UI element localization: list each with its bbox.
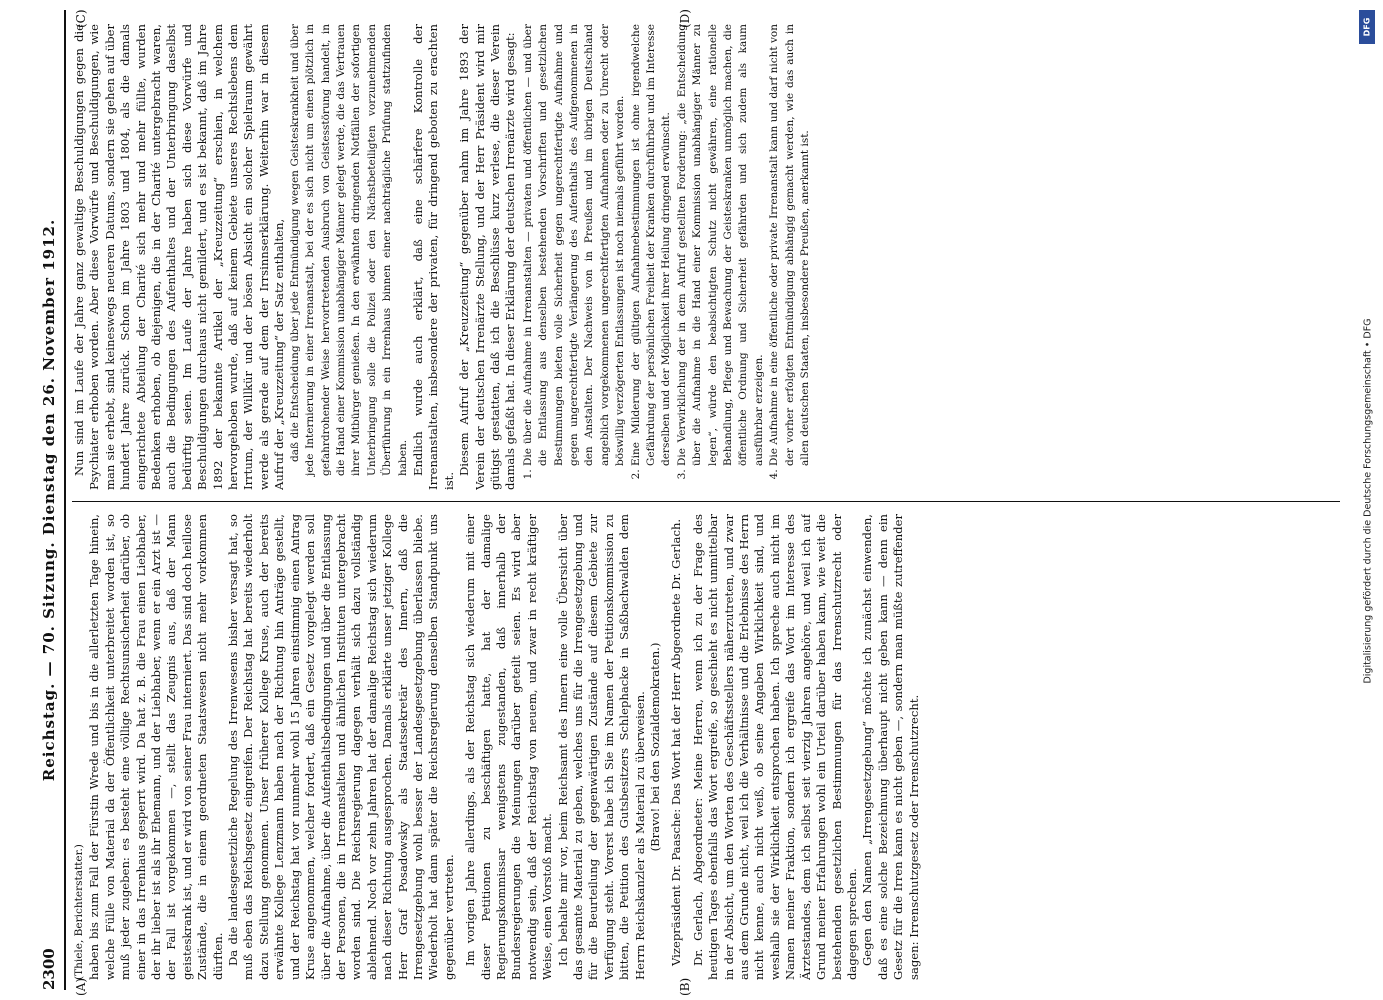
- speech-paragraph: Gegen den Namen „Irrengesetzgebung“ möchte ich zunächst einwenden, daß es eine solche Bezeichnung überhaupt nicht geben kann — denn ein Gesetz für die Irren kann es nicht geben —, sondern man müßte zutreffender sagen: Irrenschutzgesetz oder Irrenschutzrecht.: [860, 514, 921, 980]
- digitization-credit: [1357, 6, 1379, 996]
- president-remark: Vizepräsident Dr. Paasche: Das Wort hat der Herr Abgeordnete Dr. Gerlach.: [669, 518, 684, 966]
- margin-marker-c: (C): [74, 9, 88, 28]
- paragraph: Diesem Aufruf der „Kreuzzeitung“ gegenüber nahm im Jahre 1893 der Verein der deutschen Irrenärzte Stellung, und der Herr Präsident wird mir gütigst gestatten, daß ich die Beschlüsse kurz verlese, die dieser Verein damals gefaßt hat. In dieser Erklärung der deutschen Irrenärzte wird gesagt:: [457, 24, 518, 490]
- paragraph: haben bis zum Fall der Fürstin Wrede und bis in die allerletzten Tage hinein, welche Fülle von Material da der Öffentlichkeit unterbreitet worden ist, so muß jeder zugeben: es besteht eine völlige Rechtsunsicherheit darüber, ob einer in das Irrenhaus gesperrt wird. Da hat z. B. die Frau einen Liebhaber, der ihr lieber ist als ihr Ehemann, und der Liebhaber, wenn er ein Arzt ist — der Fall ist vorgekommen —, stellt das Zeugnis aus, daß der Mann geisteskrank ist, und er wird von seiner Frau interniert. Das sind doch heillose Zustände, die in einem geordneten Staatswesen nicht mehr vorkommen dürften.: [87, 514, 225, 980]
- list-item: 1. Die über die Aufnahme in Irrenanstalten — privaten und öffentlichen — und über die Entlassung aus denselben bestehenden Vorschriften und gesetzlichen Bestimmungen bieten volle Sicherheit gegen ungerechtfertigte Aufnahme und gegen ungerechtfertigte Verlängerung des Aufenthalts des Aufgenommenen in den Anstalten. Der Nachweis von in Preußen und im übrigen Deutschland angeblich vorgekommenen ungerechtfertigten Aufnahmen oder zu Unrecht oder böswillig verzögerten Entlassungen ist noch niemals geführt worden.: [521, 24, 629, 466]
- paragraph: Da die landesgesetzliche Regelung des Irrenwesens bisher versagt hat, so muß eben das Reichsgesetz eingreifen. Der Reichstag hat bereits wiederholt dazu Stellung genommen. Unser früherer Kollege Kruse, auch der bereits erwähnte Kollege Lenzmann haben nach der Richtung hin Anträge gestellt, und der Reichstag hat vor nunmehr wohl 15 Jahren einstimmig einen Antrag Kruse angenommen, welcher fordert, daß ein Gesetz vorgelegt werden soll über die Aufnahme, über die Aufenthaltsbedingungen und über die Entlassung der Personen, die in Irrenanstalten und ähnlichen Instituten untergebracht worden sind. Die Reichsregierung dagegen verhält sich dazu vollständig ablehnend. Noch vor zehn Jahren hat der damalige Reichstag sich wiederum nach dieser Richtung ausgesprochen. Damals erklärte unser jetziger Kollege Herr Graf Posadowsky als Staatssekretär des Innern, daß die Irrengesetzgebung wohl besser der Landesgesetzgebung überlassen bliebe. Wiederholt hat dann später die Reichsregierung denselben Standpunkt uns gegenüber vertreten.: [226, 514, 456, 980]
- list-item: 3. Die Verwirklichung der in dem Aufruf gestellten Forderung: „die Entscheidung über die Aufnahme in die Hand einer Kommission unabhängiger Männer zu legen“, würde den beabsichtigten Schutz nicht gewähren, eine rationelle Behandlung, Pflege und Bewachung der Geisteskranken unmöglich machen, die öffentliche Ordnung und Sicherheit gefährden und sich zudem als kaum ausführbar erzeigen.: [675, 24, 767, 466]
- margin-marker-a: (A): [74, 977, 88, 996]
- page-title: Reichstag. — 70. Sitzung. Dienstag den 26. November 1912.: [40, 218, 58, 782]
- right-column: [72, 24, 1340, 490]
- rotated-page: [38, 9, 1348, 996]
- applause-note: (Bravo! bei den Sozialdemokraten.): [648, 642, 663, 852]
- page-number: 2300: [40, 948, 58, 990]
- quoted-paragraph: daß die Entscheidung über jede Entmündigung wegen Geisteskrankheit und über jede Internierung in einer Irrenanstalt, bei der es sich nicht um einen plötzlich in gefahrdrohender Weise hervortretenden Ausbruch von Geistesstörung handelt, in die Hand einer Kommission unabhängiger Männer gelegt werde, die das Vertrauen ihrer Mitbürger genießen. In den erwähnten dringenden Notfällen der sofortigen Unterbringung solle die Polizei oder den Nächstbeteiligten vorzunehmenden Überführung in ein Irrenhaus binnen einer nachträgliche Prüfung stattzufinden haben.: [288, 24, 409, 476]
- resolution-list: [521, 24, 814, 490]
- credit-text: Digitalisierung gefördert durch die Deutsche Forschungsgemeinschaft • DFG: [1362, 318, 1374, 684]
- margin-marker-b: (B): [678, 977, 692, 996]
- speech-paragraph: Dr. Gerlach, Abgeordneter: Meine Herren, wenn ich zu der Frage des heutigen Tages ebenfalls das Wort ergreife, so geschieht es nicht unmittelbar in der Absicht, um den Worten des Geschäftsstellers näherzutreten, und zwar aus dem Grunde nicht, weil ich die Verhältnisse und die Erlebnisse des Herrn nicht kenne, auch nicht weiß, ob seine Angaben Wirklichkeit sind, und weshalb sie der Wirklichkeit entsprochen haben. Ich spreche auch nicht im Namen meiner Fraktion, sondern ich ergreife das Wort im Interesse des Ärztestandes, dem ich selbst seit vierzig Jahren angehöre, und weil ich auf Grund meiner Erfahrungen wohl ein Urteil darüber haben kann, wie weit die bestehenden gesetzlichen Bestimmungen für das Irrenschutzrecht oder dagegen sprechen.: [690, 514, 859, 980]
- list-item: 4. Die Aufnahme in eine öffentliche oder private Irrenanstalt kann und darf nicht von der vorher erfolgten Entmündigung abhängig gemacht werden, wie das auch in allen deutschen Staaten, insbesondere Preußen, anerkannt ist.: [767, 24, 813, 466]
- dfg-logo: DFG: [1359, 10, 1375, 44]
- paragraph: Nun sind im Laufe der Jahre ganz gewaltige Beschuldigungen gegen die Psychiater erhoben worden. Aber diese Vorwürfe und Beschuldigungen, wie man sie erhebt, sind keineswegs neueren Datums, sondern sie gehen auf über hundert Jahre zurück. Schon im Jahre 1803 und 1804, als die damals eingerichtete Abteilung der Charité sich mehr und mehr füllte, wurden Bedenken erhoben, ob diejenigen, die in der Charité untergebracht waren, auch die Bedingungen des Aufenthaltes und der Unterbringung daselbst bedürftig seien. Im Laufe der Jahre haben sich diese Vorwürfe und Beschuldigungen durchaus nicht gemildert, und es ist bekannt, daß im Jahre 1892 der bekannte Artikel der „Kreuzzeitung“ erschien, in welchem hervorgehoben wurde, daß auf keinem Gebiete unseres Rechtslebens dem Irrtum, der Willkür und der bösen Absicht ein solcher Spielraum gewährt werde als gerade auf dem der Irrsinnserklärung. Weiterhin war in diesem Aufruf der „Kreuzzeitung“ der Satz enthalten,: [72, 24, 287, 490]
- list-item: 2. Eine Milderung der gültigen Aufnahmebestimmungen ist ohne irgendwelche Gefährdung der persönlichen Freiheit der Kranken durchführbar und im Interesse derselben und der Möglichkeit ihrer Heilung dringend erwünscht.: [629, 24, 675, 466]
- left-column: [72, 514, 1340, 980]
- paragraph: Endlich wurde auch erklärt, daß eine schärfere Kontrolle der Irrenanstalten, insbesondere der privaten, für dringend geboten zu erachten ist.: [410, 24, 456, 490]
- column-divider: [72, 501, 1340, 502]
- margin-marker-d: (D): [678, 9, 692, 28]
- paragraph: Ich behalte mir vor, beim Reichsamt des Innern eine volle Übersicht über das gesamte Material zu geben, welches uns für die Irrengesetzgebung und für die Beurteilung der gegenwärtigen Zustände auf diesem Gebiete zur Verfügung steht. Vorerst habe ich Sie im Namen der Petitionskommission zu bitten, die Petition des Gutsbesitzers Schlephacke in Saßbachwalden dem Herrn Reichskanzler als Material zu überweisen.: [555, 514, 647, 980]
- page-header: [38, 10, 66, 990]
- paragraph: Im vorigen Jahre allerdings, als der Reichstag sich wiederum mit einer dieser Petitionen zu beschäftigen hatte, hat der damalige Regierungskommissar wenigstens zugestanden, daß innerhalb der Bundesregierungen die Meinungen darüber geteilt seien. Es wird aber notwendig sein, daß der Reichstag von neuem, und zwar in recht kräftiger Weise, einen Vorstoß macht.: [463, 514, 555, 980]
- speaker-note: (Thiele, Berichterstatter.): [73, 844, 85, 980]
